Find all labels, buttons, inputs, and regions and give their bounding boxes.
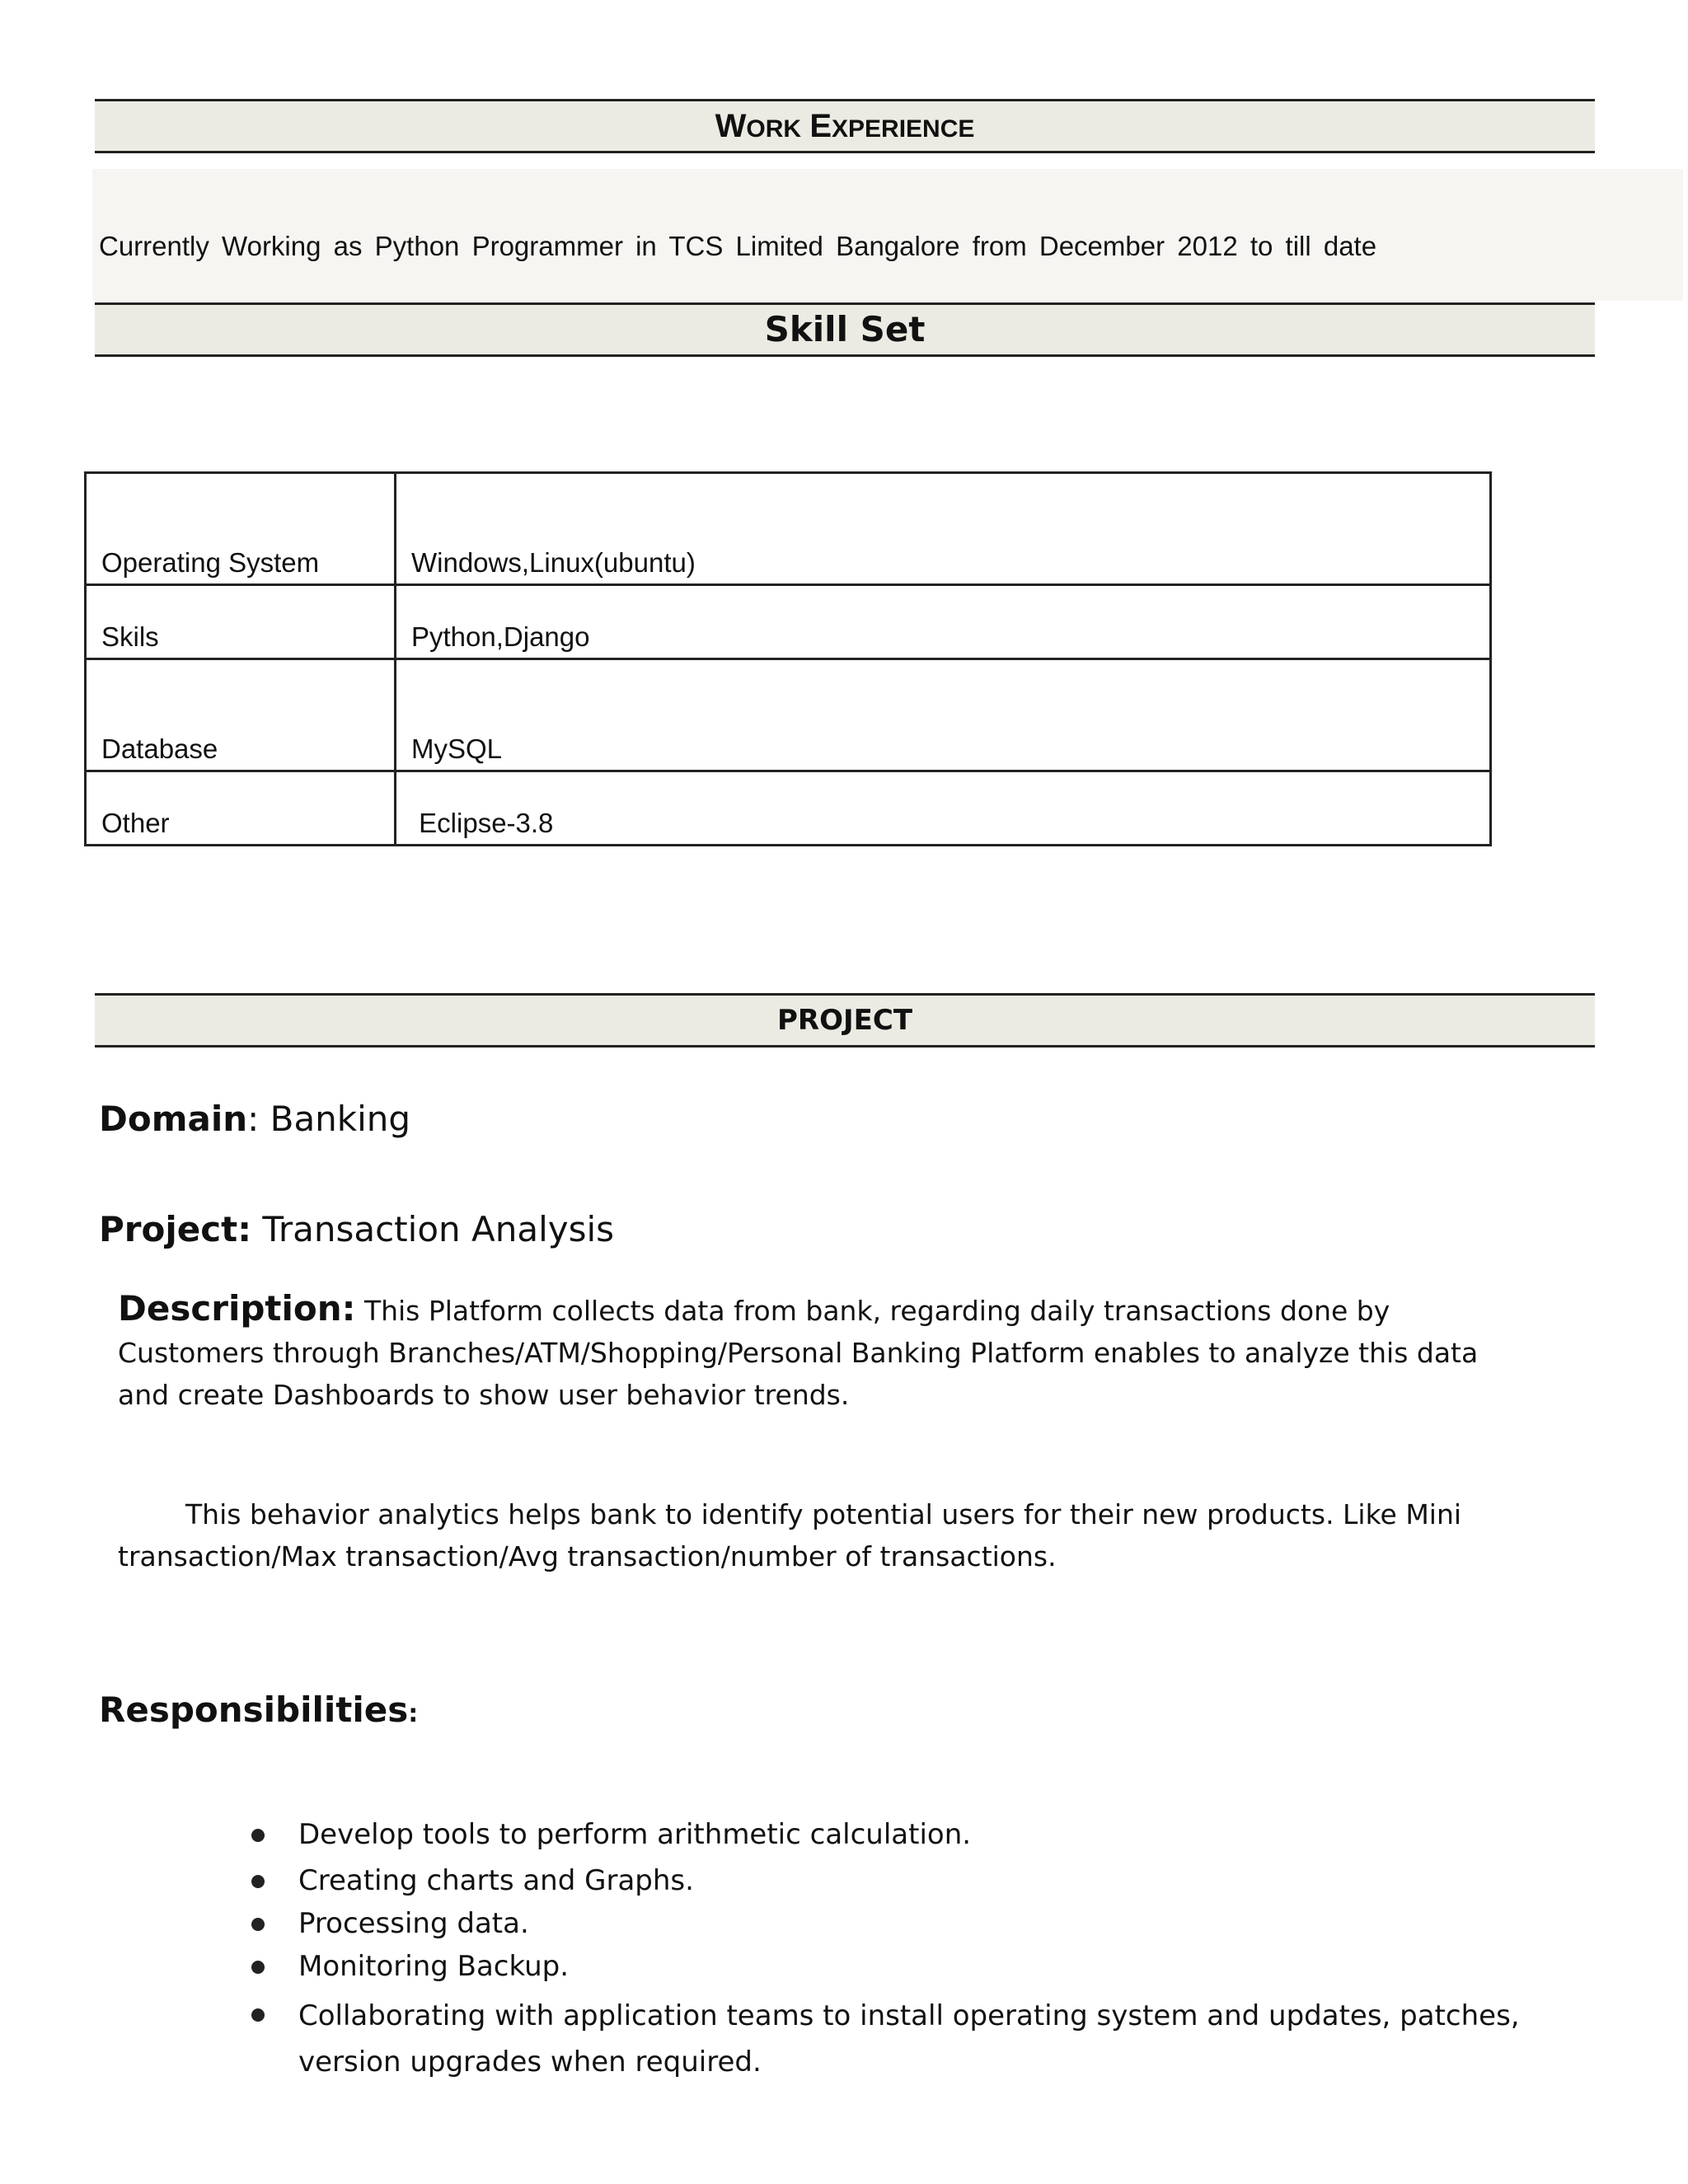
- responsibilities-list: [247, 1813, 1582, 2085]
- heading-part: XPERIENCE: [832, 115, 975, 143]
- list-item: Monitoring Backup.: [247, 1945, 1582, 1988]
- responsibilities-label: Responsibilities: [99, 1690, 409, 1730]
- table-row: [86, 473, 1491, 585]
- table-row: [86, 585, 1491, 659]
- project-line: [99, 1209, 614, 1249]
- description-label: Description:: [118, 1288, 356, 1329]
- skill-label: Skils: [86, 585, 396, 659]
- skill-value: Eclipse-3.8: [396, 771, 1491, 846]
- description-text: This Platform collects data from bank, regarding daily transactions done by Customers through Branches/ATM/Shopping/Personal Banking Platform enables to analyze this data and create Dashboards to show user behavior trends.: [118, 1295, 1479, 1411]
- list-item: Collaborating with application teams to install operating system and updates, patches, version upgrades when required.: [247, 1993, 1582, 2085]
- domain-line: [99, 1099, 410, 1139]
- responsibilities-colon: :: [408, 1699, 419, 1728]
- work-experience-heading: [95, 99, 1595, 153]
- skill-value: Windows,Linux(ubuntu): [396, 473, 1491, 585]
- heading-letter: E: [809, 108, 832, 144]
- project-label: Project:: [99, 1209, 252, 1249]
- list-item: Processing data.: [247, 1902, 1582, 1945]
- skill-label: Other: [86, 771, 396, 846]
- behavior-paragraph: This behavior analytics helps bank to identify potential users for their new products. Like Mini transaction/Max transaction/Avg transaction/number of transactions.: [118, 1498, 1462, 1572]
- domain-value: : Banking: [247, 1099, 411, 1139]
- responsibilities-heading: [99, 1690, 418, 1730]
- table-row: [86, 771, 1491, 846]
- skill-label: Database: [86, 659, 396, 771]
- table-row: [86, 659, 1491, 771]
- project-heading: PROJECT: [95, 993, 1595, 1047]
- work-experience-text: Currently Working as Python Programmer in TCS Limited Bangalore from December 2012 to till date: [99, 231, 1377, 261]
- skill-value: Python,Django: [396, 585, 1491, 659]
- skills-table: [84, 471, 1492, 846]
- domain-label: Domain: [99, 1099, 248, 1139]
- project-value: Transaction Analysis: [251, 1209, 615, 1249]
- skill-set-heading: Skill Set: [95, 302, 1595, 357]
- skill-label: Operating System: [86, 473, 396, 585]
- skill-value: MySQL: [396, 659, 1491, 771]
- description-paragraph: [118, 1287, 1486, 1416]
- list-item: Creating charts and Graphs.: [247, 1859, 1582, 1902]
- heading-part: ORK: [746, 115, 802, 143]
- heading-letter: W: [715, 108, 747, 144]
- list-item: Develop tools to perform arithmetic calculation.: [247, 1813, 1582, 1856]
